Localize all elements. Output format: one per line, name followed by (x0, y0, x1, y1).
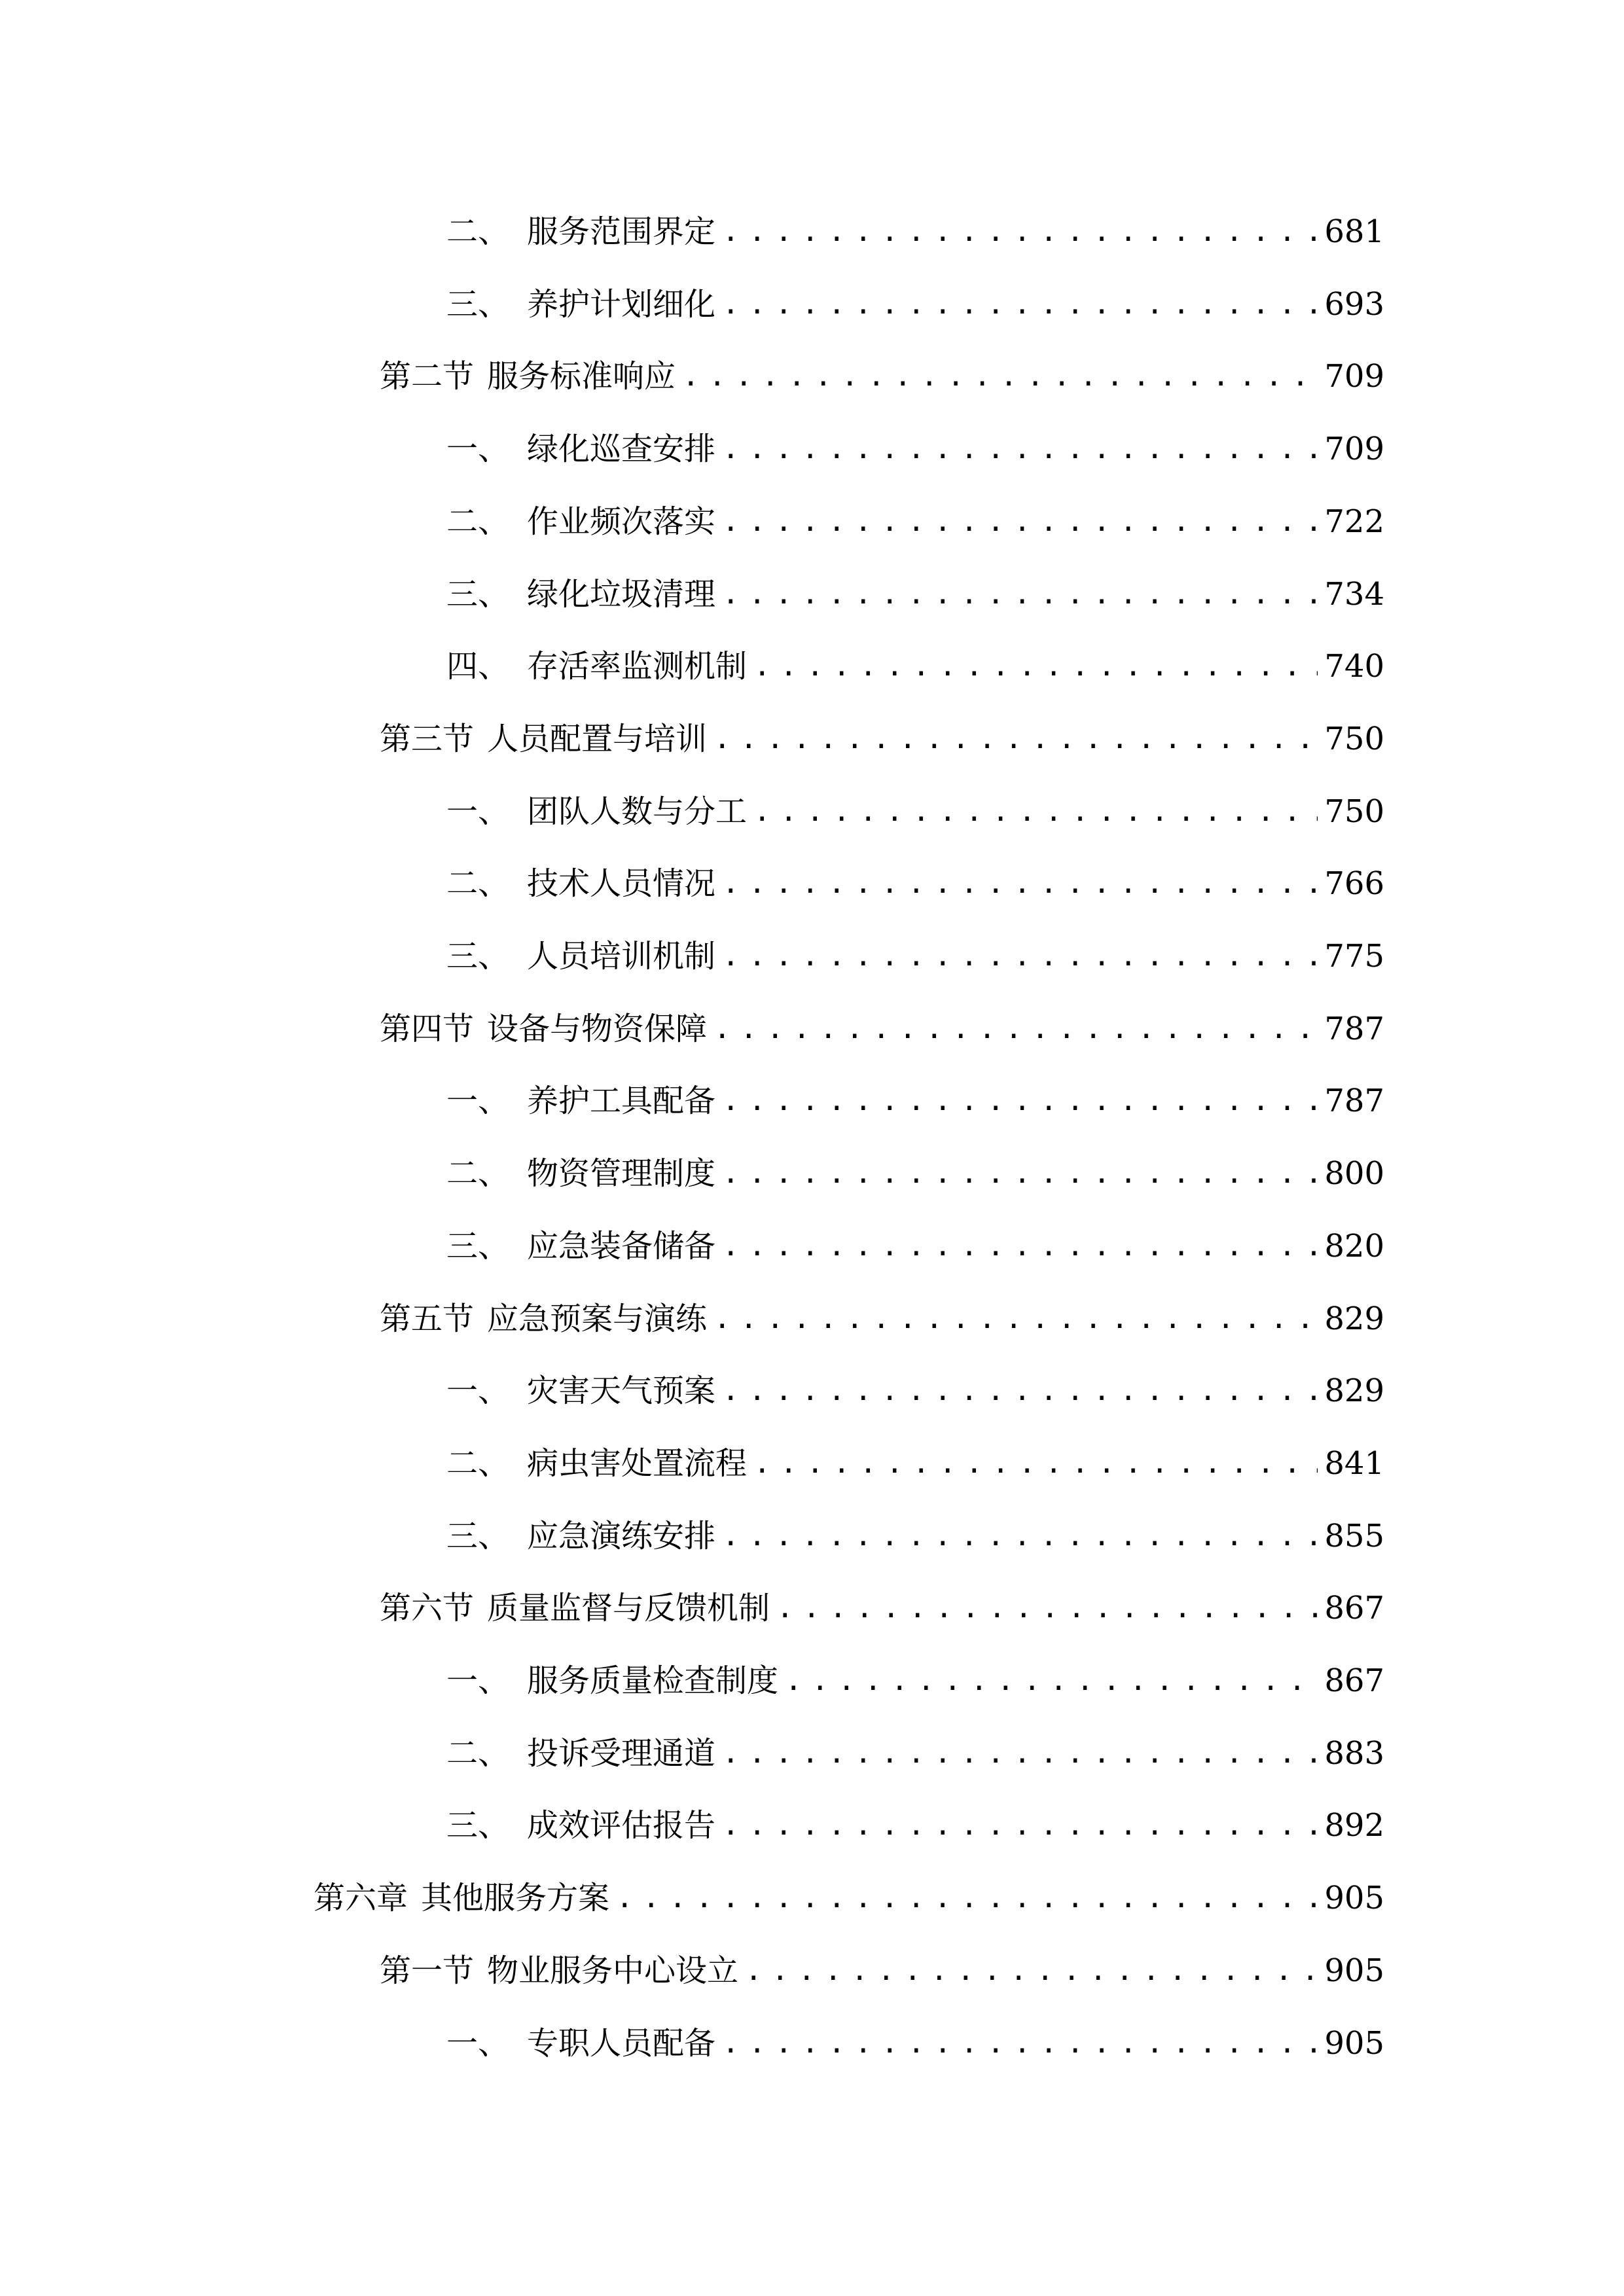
toc-entry-page: 829 (1324, 1300, 1384, 1337)
toc-entry-page: 867 (1324, 1590, 1384, 1627)
dot-leader (753, 1443, 1318, 1484)
toc-entry[interactable] (446, 791, 1384, 833)
toc-entry[interactable] (446, 1153, 1384, 1194)
dot-leader (682, 355, 1318, 397)
toc-entry-number: 一、 (446, 1372, 510, 1410)
toc-entry-title: 服务标准响应 (487, 358, 676, 395)
toc-entry-title: 养护计划细化 (527, 285, 716, 323)
toc-entry-page: 750 (1324, 793, 1384, 830)
toc-entry[interactable] (446, 501, 1384, 543)
toc-entry-title: 其他服务方案 (421, 1880, 610, 1917)
toc-entry-title: 养护工具配备 (527, 1083, 716, 1120)
toc-entry-title: 物业服务中心设立 (487, 1952, 739, 1989)
toc-entry-title: 设备与物资保障 (487, 1010, 708, 1047)
dot-leader (722, 1370, 1318, 1412)
toc-entry-number: 第五节 (380, 1300, 475, 1337)
toc-entry-number: 三、 (446, 285, 510, 323)
dot-leader (722, 1153, 1318, 1194)
toc-entry-page: 709 (1324, 431, 1384, 468)
toc-entry[interactable] (380, 355, 1384, 397)
toc-entry-number: 一、 (446, 2024, 510, 2062)
toc-entry-page: 905 (1324, 2024, 1384, 2062)
toc-entry-number: 二、 (446, 1155, 510, 1193)
dot-leader (785, 1660, 1318, 1702)
toc-entry[interactable] (446, 863, 1384, 905)
dot-leader (722, 1080, 1318, 1122)
dot-leader (745, 1950, 1318, 1992)
toc-entry[interactable] (380, 718, 1384, 760)
toc-entry-number: 第六章 (314, 1880, 408, 1917)
toc-entry-number: 二、 (446, 865, 510, 903)
toc-entry-page: 787 (1324, 1010, 1384, 1047)
toc-entry-page: 750 (1324, 720, 1384, 757)
toc-entry-title: 应急演练安排 (527, 1517, 716, 1554)
toc-entry-title: 服务质量检查制度 (527, 1662, 779, 1699)
toc-entry[interactable] (380, 1008, 1384, 1050)
toc-entry[interactable] (446, 283, 1384, 325)
toc-entry[interactable] (446, 1443, 1384, 1484)
dot-leader (722, 1225, 1318, 1267)
toc-entry[interactable] (446, 573, 1384, 615)
dot-leader (722, 1515, 1318, 1557)
toc-entry-page: 855 (1324, 1517, 1384, 1554)
dot-leader (713, 1008, 1318, 1050)
toc-entry-number: 一、 (446, 1083, 510, 1120)
dot-leader (776, 1587, 1318, 1629)
dot-leader (722, 428, 1318, 470)
toc-entry-page: 722 (1324, 503, 1384, 540)
dot-leader (722, 2022, 1318, 2064)
toc-entry-title: 专职人员配备 (527, 2024, 716, 2062)
toc-entry-title: 质量监督与反馈机制 (487, 1590, 770, 1627)
toc-entry[interactable] (446, 645, 1384, 687)
toc-entry-number: 二、 (446, 213, 510, 250)
toc-entry-title: 服务范围界定 (527, 213, 716, 250)
toc-entry-page: 867 (1324, 1662, 1384, 1699)
toc-entry[interactable] (380, 1950, 1384, 1992)
toc-entry-number: 第六节 (380, 1590, 475, 1627)
toc-entry[interactable] (446, 935, 1384, 977)
toc-entry[interactable] (446, 1732, 1384, 1774)
toc-entry[interactable] (380, 1298, 1384, 1340)
toc-entry-number: 三、 (446, 938, 510, 975)
toc-entry-title: 物资管理制度 (527, 1155, 716, 1193)
dot-leader (722, 1804, 1318, 1846)
toc-entry-number: 二、 (446, 503, 510, 540)
toc-entry-page: 709 (1324, 358, 1384, 395)
toc-entry[interactable] (446, 1660, 1384, 1702)
dot-leader (713, 1298, 1318, 1340)
toc-entry-number: 二、 (446, 1444, 510, 1482)
toc-entry-page: 693 (1324, 285, 1384, 323)
toc-entry-page: 740 (1324, 648, 1384, 685)
dot-leader (722, 501, 1318, 543)
toc-entry-number: 四、 (446, 648, 510, 685)
toc-entry-page: 787 (1324, 1083, 1384, 1120)
toc-entry-page: 775 (1324, 938, 1384, 975)
dot-leader (722, 573, 1318, 615)
toc-entry-number: 第四节 (380, 1010, 475, 1047)
dot-leader (722, 1732, 1318, 1774)
toc-entry-number: 二、 (446, 1734, 510, 1772)
toc-entry-number: 一、 (446, 793, 510, 830)
toc-entry-title: 应急预案与演练 (487, 1300, 708, 1337)
toc-entry-page: 766 (1324, 865, 1384, 903)
toc-entry-page: 905 (1324, 1880, 1384, 1917)
toc-entry[interactable] (380, 1587, 1384, 1629)
toc-entry-page: 820 (1324, 1227, 1384, 1265)
dot-leader (753, 791, 1318, 833)
toc-entry-title: 成效评估报告 (527, 1807, 716, 1844)
toc-entry[interactable] (446, 1080, 1384, 1122)
toc-entry-page: 905 (1324, 1952, 1384, 1989)
toc-entry[interactable] (446, 1804, 1384, 1846)
toc-entry[interactable] (446, 1370, 1384, 1412)
toc-entry-number: 三、 (446, 1807, 510, 1844)
toc-entry[interactable] (446, 2022, 1384, 2064)
toc-entry-page: 841 (1324, 1444, 1384, 1482)
toc-entry-title: 病虫害处置流程 (527, 1444, 748, 1482)
toc-entry-page: 800 (1324, 1155, 1384, 1193)
toc-entry-number: 第二节 (380, 358, 475, 395)
toc-entry[interactable] (314, 1877, 1384, 1919)
toc-entry-page: 892 (1324, 1807, 1384, 1844)
toc-entry-page: 734 (1324, 575, 1384, 613)
toc-entry[interactable] (446, 428, 1384, 470)
toc-entry-number: 第三节 (380, 720, 475, 757)
toc-entry-title: 存活率监测机制 (527, 648, 748, 685)
toc-entry-number: 三、 (446, 1517, 510, 1554)
toc-entry-title: 人员配置与培训 (487, 720, 708, 757)
toc-entry-number: 三、 (446, 575, 510, 613)
toc-entry-page: 829 (1324, 1372, 1384, 1410)
toc-entry-number: 三、 (446, 1227, 510, 1265)
toc-entry-title: 灾害天气预案 (527, 1372, 716, 1410)
dot-leader (722, 211, 1318, 253)
dot-leader (753, 645, 1318, 687)
dot-leader (722, 863, 1318, 905)
toc-entry-page: 681 (1324, 213, 1384, 250)
toc-entry[interactable] (446, 1515, 1384, 1557)
toc-entry[interactable] (446, 1225, 1384, 1267)
toc-entry-title: 绿化垃圾清理 (527, 575, 716, 613)
toc-entry[interactable] (446, 211, 1384, 253)
toc-entry-number: 第一节 (380, 1952, 475, 1989)
dot-leader (713, 718, 1318, 760)
toc-entry-title: 应急装备储备 (527, 1227, 716, 1265)
dot-leader (616, 1877, 1318, 1919)
toc-entry-title: 技术人员情况 (527, 865, 716, 903)
toc-entry-page: 883 (1324, 1734, 1384, 1772)
toc-entry-number: 一、 (446, 1662, 510, 1699)
dot-leader (722, 283, 1318, 325)
toc-entry-number: 一、 (446, 431, 510, 468)
toc-entry-title: 绿化巡查安排 (527, 431, 716, 468)
toc-entry-title: 投诉受理通道 (527, 1734, 716, 1772)
toc-entry-title: 作业频次落实 (527, 503, 716, 540)
dot-leader (722, 935, 1318, 977)
toc-entry-title: 团队人数与分工 (527, 793, 748, 830)
toc-entry-title: 人员培训机制 (527, 938, 716, 975)
